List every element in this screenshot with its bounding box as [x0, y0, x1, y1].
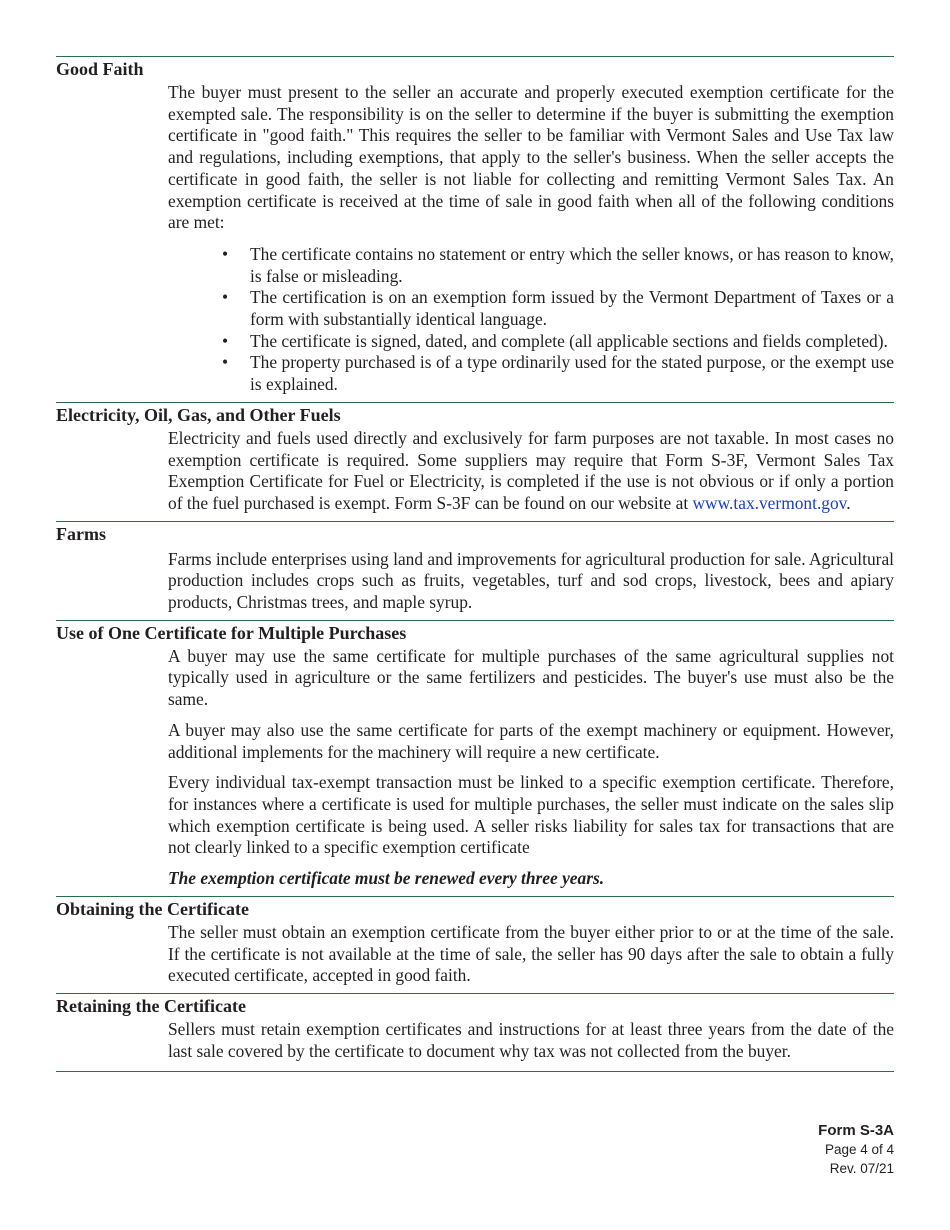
multiple-paragraph-2: A buyer may also use the same certificate for parts of the exempt machinery or equipment. However, additional implements for the machinery will require a new certificate.: [168, 719, 894, 762]
section-title-obtaining: Obtaining the Certificate: [56, 898, 249, 919]
section-body-obtaining: [168, 922, 894, 987]
bullet-icon: •: [222, 330, 229, 351]
renewal-notice: The exemption certificate must be renewed every three years.: [168, 868, 605, 889]
bullet-icon: •: [222, 352, 229, 373]
section-divider: [56, 993, 894, 994]
list-item-text: The property purchased is of a type ordinarily used for the stated purpose, or the exempt use is explained.: [250, 352, 894, 395]
good-faith-intro: The buyer must present to the seller an accurate and properly executed exemption certificate for the exempted sale. The responsibility is on the seller to determine if the buyer is submitting the exemption certificate in "good faith." This requires the seller to be familiar with Vermont Sales and Use Tax law and regulations, including exemptions, that apply to the seller's business. When the seller accepts the certificate in good faith, the seller is not liable for collecting and remitting Vermont Sales Tax. An exemption certificate is received at the time of sale in good faith when all of the following conditions are met:: [168, 82, 894, 233]
section-title-retaining: Retaining the Certificate: [56, 995, 246, 1016]
document-page: [56, 56, 894, 1072]
section-title-fuels: Electricity, Oil, Gas, and Other Fuels: [56, 404, 341, 425]
section-body-multiple-purchases: [168, 646, 894, 890]
good-faith-conditions-list: [222, 244, 894, 396]
tax-website-link[interactable]: www.tax.vermont.gov: [692, 492, 847, 513]
section-body-good-faith: [168, 82, 894, 396]
bullet-icon: •: [222, 287, 229, 308]
revision-date: Rev. 07/21: [829, 1161, 894, 1176]
retaining-text: Sellers must retain exemption certificates and instructions for at least three years from the date of the last sale covered by the certificate to document why tax was not collected from the buyer.: [168, 1018, 894, 1061]
obtaining-text: The seller must obtain an exemption certificate from the buyer either prior to or at the time of the sale. If the certificate is not available at the time of sale, the seller has 90 days after the sale to obtain a fully executed certificate, accepted in good faith.: [168, 921, 894, 986]
multiple-paragraph-3: Every individual tax-exempt transaction must be linked to a specific exemption certificate. Therefore, for instances where a certificate is used for multiple purchases, the seller must indicate on the sales slip which exemption certificate is being used. A seller risks liability for sales tax for transactions that are not clearly linked to a specific exemption certificate: [168, 772, 894, 858]
fuels-text: [168, 428, 894, 515]
list-item-text: The certificate is signed, dated, and complete (all applicable sections and fields completed).: [250, 330, 888, 351]
section-title-farms: Farms: [56, 523, 106, 544]
page-footer: [818, 1121, 894, 1178]
section-title-good-faith: Good Faith: [56, 59, 144, 79]
section-divider: [56, 56, 894, 57]
list-item: [222, 331, 894, 353]
page-number: Page 4 of 4: [824, 1142, 894, 1157]
list-item-text: The certificate contains no statement or entry which the seller knows, or has reason to know, is false or misleading.: [250, 243, 894, 286]
section-divider: [56, 1071, 894, 1072]
section-divider: [56, 620, 894, 621]
fuels-text-main: Electricity and fuels used directly and exclusively for farm purposes are not taxable. In most cases no exemption certificate is required. Some suppliers may require that Form S-3F, Vermont Sales Tax Exemption Certificate for Fuel or Electricity, is completed if the use is not obvious or if only a portion of the fuel purchased is exempt. Form S-3F can be found on our website at: [168, 427, 894, 513]
farms-text: Farms include enterprises using land and improvements for agricultural production for sale. Agricultural production includes crops such as fruits, vegetables, turf and sod crops, livestock, bees and apiary products, Christmas trees, and maple syrup.: [168, 548, 894, 613]
list-item: [222, 287, 894, 330]
section-body-farms: [168, 549, 894, 614]
section-body-retaining: [168, 1019, 894, 1062]
section-title-multiple-purchases: Use of One Certificate for Multiple Purchases: [56, 622, 407, 643]
section-divider: [56, 402, 894, 403]
bullet-icon: •: [222, 243, 229, 264]
section-divider: [56, 521, 894, 522]
section-body-fuels: [168, 428, 894, 515]
list-item: [222, 244, 894, 287]
section-divider: [56, 896, 894, 897]
form-number: Form S-3A: [818, 1122, 894, 1139]
multiple-paragraph-1: A buyer may use the same certificate for multiple purchases of the same agricultural supplies not typically used in agriculture or the same fertilizers and pesticides. The buyer's use must also be the same.: [168, 645, 894, 710]
list-item-text: The certification is on an exemption form issued by the Vermont Department of Taxes or a form with substantially identical language.: [250, 287, 894, 330]
fuels-text-end: .: [846, 492, 851, 513]
list-item: [222, 352, 894, 395]
